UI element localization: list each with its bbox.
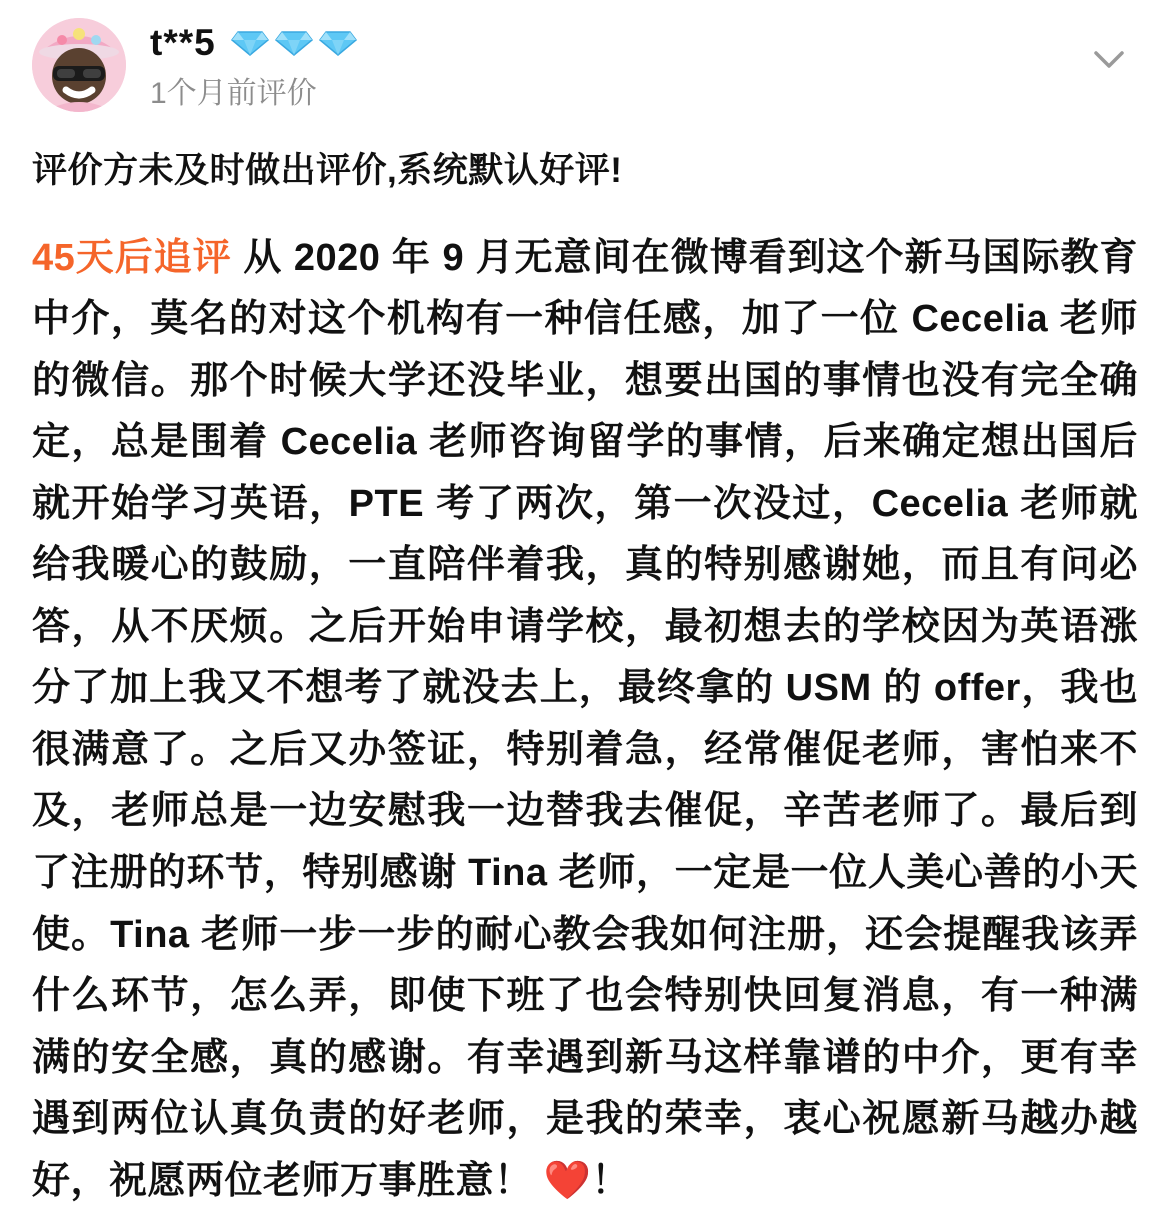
- review-default-notice: 评价方未及时做出评价,系统默认好评!: [32, 151, 623, 190]
- heart-emoji: ❤️: [543, 1159, 592, 1202]
- chevron-down-icon[interactable]: [1086, 36, 1132, 82]
- followup-tag: 45天后追评: [32, 236, 232, 279]
- followup-body: 从 2020 年 9 月无意间在微博看到这个新马国际教育中介，莫名的对这个机构有一种信任感，加了一位 Cecelia 老师的微信。那个时候大学还没毕业，想要出国的事情也没有完全确定，总是围着 Cecelia 老师咨询留学的事情，后来确定想出国后就开始学习英语，PTE 考了两次，第一次没过，Cecelia 老师就给我暖心的鼓励，一直陪伴着我，真的特别感谢她，而且有问必答，从不厌烦。之后开始申请学校，最初想去的学校因为英语涨分了加上我又不想考了就没去上，最终拿的 USM 的 offer，我也很满意了。之后又办签证，特别着急，经常催促老师，害怕来不及，老师总是一边安慰我一边替我去催促，辛苦老师了。最后到了注册的环节，特别感谢 Tina 老师，一定是一位人美心善的小天使。Tina 老师一步一步的耐心教会我如何注册，还会提醒我该弄什么环节，怎么弄，即使下班了也会特别快回复消息，有一种满满的安全感，真的感谢。有幸遇到新马这样靠谱的中介，更有幸遇到两位认真负责的好老师，是我的荣幸，衷心祝愿新马越办越好，祝愿两位老师万事胜意！: [32, 236, 1138, 1202]
- name-row: [150, 24, 358, 61]
- review-followup-text: [32, 228, 1138, 1213]
- avatar-illustration: [32, 18, 126, 112]
- review-header: [32, 14, 1138, 122]
- followup-end: ！: [591, 1159, 630, 1202]
- diamond-icon: [274, 29, 314, 57]
- diamond-icon: [318, 29, 358, 57]
- header-text: [150, 14, 358, 109]
- badge-group: [230, 29, 358, 57]
- diamond-icon: [230, 29, 270, 57]
- user-name: t**5: [150, 22, 216, 63]
- avatar[interactable]: [32, 18, 126, 112]
- review-time: 1个月前评价: [150, 77, 317, 110]
